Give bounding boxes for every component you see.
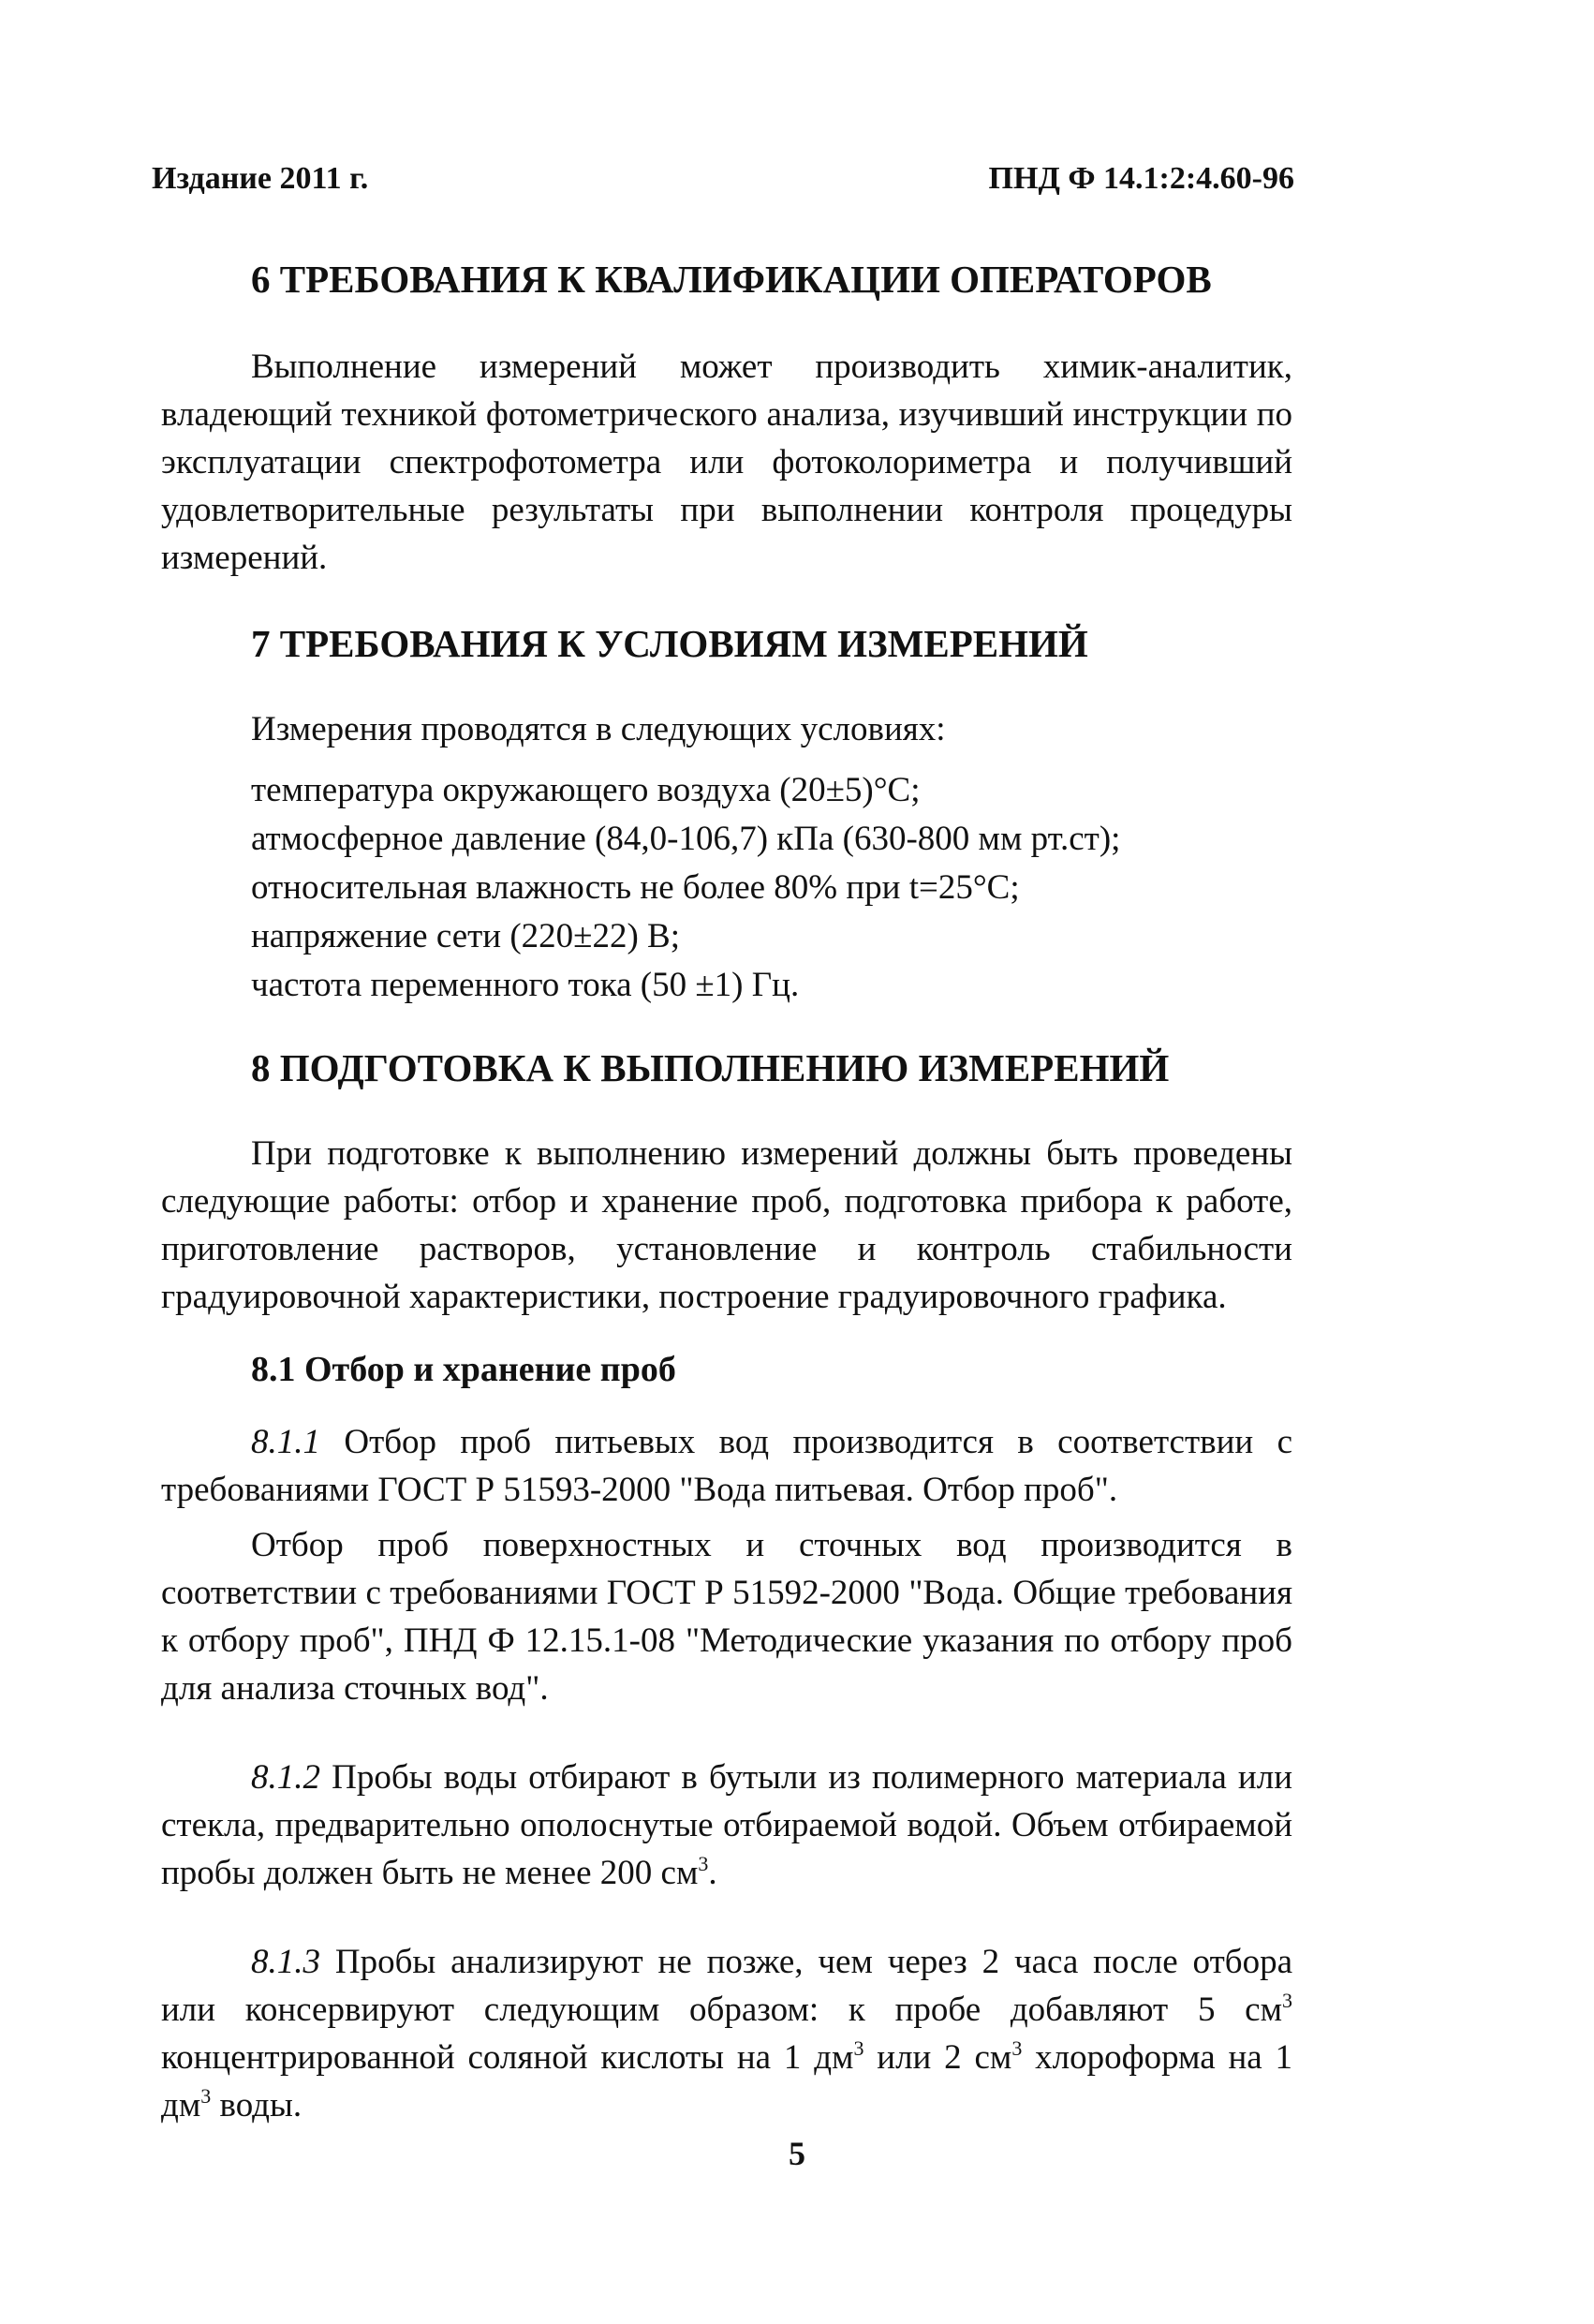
paragraph-8-1-1 — [161, 1418, 1292, 1514]
superscript: 3 — [1011, 2036, 1023, 2060]
superscript: 3 — [698, 1852, 709, 1875]
document-code: ПНД Ф 14.1:2:4.60-96 — [988, 161, 1294, 196]
condition-item: атмосферное давление (84,0-106,7) кПа (630-800 мм рт.ст); — [251, 820, 1121, 858]
superscript: 3 — [200, 2084, 212, 2108]
clause-text: или 2 см — [863, 2038, 1012, 2077]
paragraph-8-1-2 — [161, 1754, 1292, 1897]
condition-item: температура окружающего воздуха (20±5)°С; — [251, 771, 921, 809]
conditions-list — [161, 766, 1292, 1010]
condition-item: частота переменного тока (50 ±1) Гц. — [251, 966, 800, 1004]
superscript: 3 — [1282, 1989, 1292, 2012]
clause-text: воды. — [211, 2086, 303, 2124]
clause-text: Пробы воды отбирают в бутыли из полимерного материала или стекла, предварительно ополоснутые отбираемой водой. Объем отбираемой пробы должен быть не менее 200 см — [161, 1758, 1292, 1892]
section-8-title: 8 ПОДГОТОВКА К ВЫПОЛНЕНИЮ ИЗМЕРЕНИЙ — [251, 1046, 1170, 1089]
subsection-8-1-title: 8.1 Отбор и хранение проб — [251, 1350, 676, 1389]
clause-number: 8.1.2 — [251, 1758, 320, 1797]
page-number: 5 — [789, 2135, 805, 2172]
clause-text: концентрированной соляной кислоты на 1 дм — [161, 2038, 854, 2077]
superscript: 3 — [853, 2036, 864, 2060]
section-7-title: 7 ТРЕБОВАНИЯ К УСЛОВИЯМ ИЗМЕРЕНИЙ — [251, 622, 1088, 665]
clause-text: хлороформа на 1 дм — [161, 2038, 1292, 2124]
section-8-text: При подготовке к выполнению измерений должны быть проведены следующие работы: отбор и хранение проб, подготовка прибора к работе, приготовление растворов, установление и контроль стабильности градуировочной характеристики, построение градуировочного графика. — [161, 1134, 1292, 1316]
section-7-intro: Измерения проводятся в следующих условиях: — [251, 710, 946, 748]
clause-text: Пробы анализируют не позже, чем через 2 часа после отбора или консервируют следующим образом: к пробе добавляют 5 см — [161, 1943, 1292, 2029]
paragraph-8-1-3 — [161, 1938, 1292, 2129]
section-6-text: Выполнение измерений может производить химик-аналитик, владеющий техникой фотометрического анализа, изучивший инструкции по эксплуатации спектрофотометра или фотоколориметра и получивший удовлетворительные результаты при выполнении контроля процедуры измерений. — [161, 348, 1292, 577]
paragraph-8-1-1-cont: Отбор проб поверхностных и сточных вод производится в соответствии с требованиями ГОСТ Р 51592-2000 "Вода. Общие требования к отбору проб", ПНД Ф 12.15.1-08 "Методические указания по отбору проб для анализа сточных вод". — [161, 1526, 1292, 1708]
edition-label: Издание 2011 г. — [152, 161, 369, 196]
clause-number: 8.1.1 — [251, 1423, 320, 1461]
page-content — [161, 255, 1292, 2129]
clause-text-end: . — [708, 1854, 717, 1892]
condition-item: относительная влажность не более 80% при t=25°С; — [251, 868, 1020, 907]
clause-number: 8.1.3 — [251, 1943, 320, 1981]
section-6-title: 6 ТРЕБОВАНИЯ К КВАЛИФИКАЦИИ ОПЕРАТОРОВ — [251, 258, 1212, 301]
clause-text: Отбор проб питьевых вод производится в соответствии с требованиями ГОСТ Р 51593-2000 "Вода питьевая. Отбор проб". — [161, 1423, 1292, 1509]
condition-item: напряжение сети (220±22) В; — [251, 917, 681, 955]
